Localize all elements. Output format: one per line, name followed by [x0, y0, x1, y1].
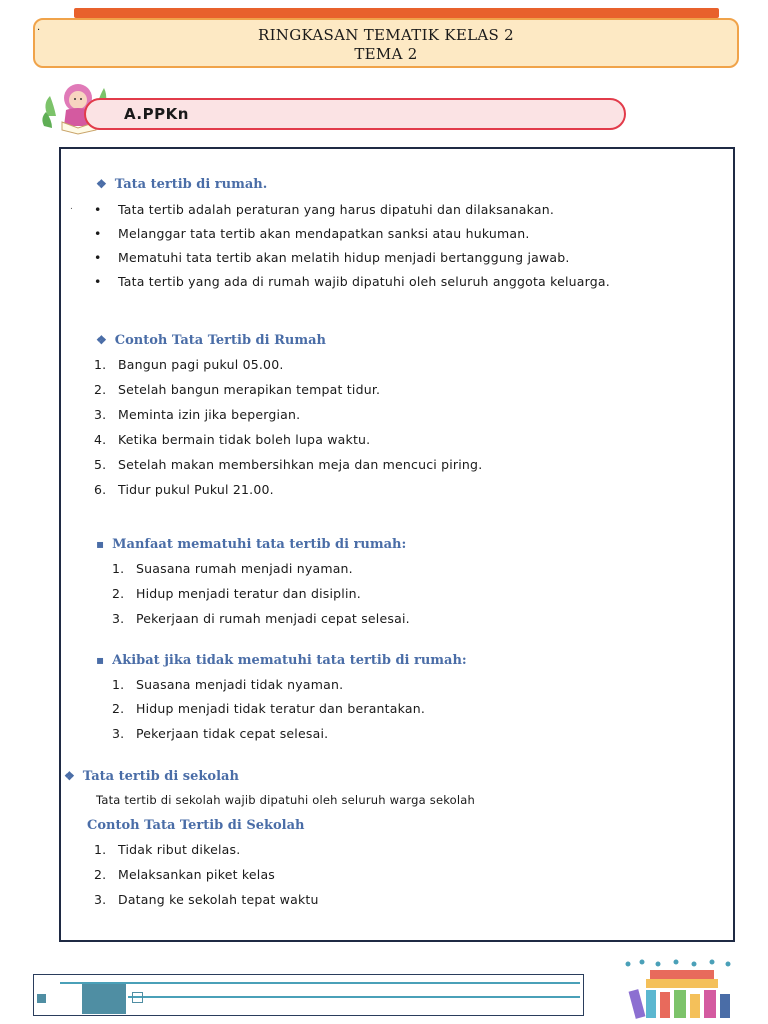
diamond-bullet-icon: ❖: [64, 769, 75, 783]
subject-label: A.PPKn: [124, 105, 189, 123]
list-item: 5. Setelah makan membersihkan meja dan mencuci piring.: [94, 457, 483, 472]
list-item: 6. Tidur pukul Pukul 21.00.: [94, 482, 274, 497]
list-item: 2. Hidup menjadi tidak teratur dan berantakan.: [112, 701, 426, 716]
title-banner: [33, 18, 739, 68]
footer-rule: [60, 982, 580, 984]
diamond-bullet-icon: ❖: [96, 177, 107, 191]
list-item: 3. Pekerjaan tidak cepat selesai.: [112, 726, 329, 741]
footer-block: [82, 984, 126, 1014]
stray-dot: .: [70, 202, 73, 212]
list-item: 2. Melaksankan piket kelas: [94, 867, 276, 882]
square-bullet-icon: ▪: [96, 537, 105, 551]
list-item: • Tata tertib yang ada di rumah wajib dipatuhi oleh seluruh anggota keluarga.: [94, 274, 610, 289]
diamond-bullet-icon: ❖: [96, 333, 107, 347]
footer-square-outline: [132, 992, 143, 1003]
square-bullet-icon: ▪: [96, 653, 105, 667]
list-item: 1. Bangun pagi pukul 05.00.: [94, 357, 284, 372]
title-dot: .: [37, 22, 41, 33]
section-heading-house-rules: ❖ Tata tertib di rumah.: [96, 177, 268, 192]
page-title: RINGKASAN TEMATIK KELAS 2: [257, 26, 515, 44]
list-item: • Mematuhi tata tertib akan melatih hidup menjadi bertanggung jawab.: [94, 250, 570, 265]
list-item: 3. Pekerjaan di rumah menjadi cepat selesai.: [112, 611, 410, 626]
list-item: 2. Setelah bangun merapikan tempat tidur.: [94, 382, 381, 397]
list-item: 2. Hidup menjadi teratur dan disiplin.: [112, 586, 361, 601]
list-item: 1. Suasana menjadi tidak nyaman.: [112, 677, 344, 692]
footer-rule: [128, 996, 580, 998]
list-item: • Tata tertib adalah peraturan yang harus dipatuhi dan dilaksanakan.: [94, 202, 555, 217]
section-heading-school-rules: ❖ Tata tertib di sekolah: [64, 769, 239, 784]
list-item: 1. Tidak ribut dikelas.: [94, 842, 241, 857]
section-heading-school-rule-examples: Contoh Tata Tertib di Sekolah: [87, 818, 305, 833]
section-heading-benefits: ▪ Manfaat mematuhi tata tertib di rumah:: [96, 537, 407, 552]
section-heading-house-rule-examples: ❖ Contoh Tata Tertib di Rumah: [96, 333, 326, 348]
section-heading-consequences: ▪ Akibat jika tidak mematuhi tata tertib di rumah:: [96, 653, 467, 668]
footer-square: [37, 994, 46, 1003]
books-stack-icon: [620, 956, 738, 1020]
list-item: 4. Ketika bermain tidak boleh lupa waktu.: [94, 432, 371, 447]
list-item: 3. Meminta izin jika bepergian.: [94, 407, 301, 422]
list-item: 1. Suasana rumah menjadi nyaman.: [112, 561, 353, 576]
header-accent-bar: [74, 8, 719, 18]
list-item: • Melanggar tata tertib akan mendapatkan sanksi atau hukuman.: [94, 226, 530, 241]
page-subtitle: TEMA 2: [354, 45, 418, 63]
school-rules-description: Tata tertib di sekolah wajib dipatuhi oleh seluruh warga sekolah: [96, 793, 476, 807]
list-item: 3. Datang ke sekolah tepat waktu: [94, 892, 319, 907]
